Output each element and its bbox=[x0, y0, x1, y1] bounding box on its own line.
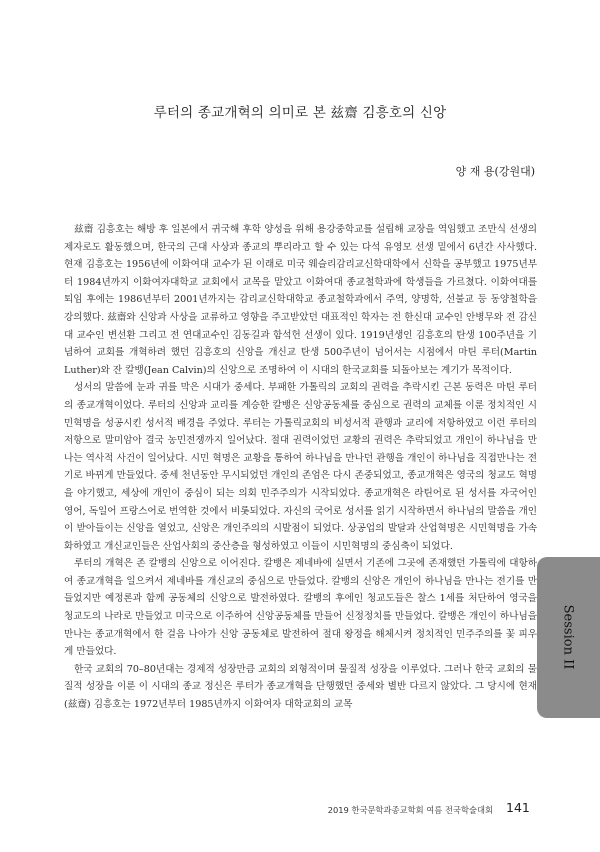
session-label: Session II bbox=[560, 604, 576, 670]
footer-conference: 2019 한국문학과종교학회 여름 전국학술대회 bbox=[327, 805, 493, 815]
paper-title: 루터의 종교개혁의 의미로 본 兹齋 김흥호의 신앙 bbox=[153, 105, 447, 121]
paragraph: 루터의 개혁은 존 칼뱅의 신앙으로 이어진다. 칼뱅은 제네바에 실면서 기존에 그곳에 존재했던 가톨릭에 대항하여 종교개혁을 일으켜서 제네바를 개신교의 중심으로 만들었다. 칼뱅의 신앙은 개인이 하나님을 만나는 전기를 만들었지만 예정론과 함께 공동체의 신앙으로 발전하였다. 칼뱅의 후에인 청교도들은 찰스 1세를 처단하여 영국을 청교도의 나라로 만들었고 미국으로 이주하여 신앙공동체를 만들어 신정정치를 만들었다. 칼뱅은 개인이 하나님을 만나는 종교개혁에서 한 걸음 나아가 신앙 공동체로 발전하여 절대 왕정을 해체시켜 정치적인 민주주의를 꽃 피우게 만들었다. bbox=[64, 558, 537, 658]
paragraph: 한국 교회의 70–80년대는 경제적 성장만큼 교회의 외형적이며 물질적 성장을 이루었다. 그러나 한국 교회의 물질적 성장을 이룬 이 시대의 종교 정신은 루터가 종교개혁을 단행했던 중세와 별반 다르지 않았다. 그 당시에 현재(兹齋) 김흥호는 1972년부터 1985년까지 이화여자 대학교회의 교목 bbox=[64, 663, 537, 711]
page-number: 141 bbox=[506, 800, 530, 815]
session-side-tab bbox=[537, 557, 600, 718]
paragraph: 성서의 말씀에 눈과 귀를 막은 시대가 중세다. 부패한 가톨릭의 교회의 권력을 추락시킨 근본 동력은 마틴 루터의 종교개혁이었다. 루터의 신앙과 교리를 계승한 칼뱅은 신앙공동체를 중심으로 권력의 교체를 이룬 정치적인 시민혁명을 성공시킨 성서적 배경을 주었다. 루터는 가톨릭교회의 비성서적 관행과 교리에 저항하였고 이런 루터의 저항으로 말미암아 결국 농민전쟁까지 일어났다. 절대 권력이었던 교황의 권력은 추락되었고 개인이 하나님을 만나는 역사적 사건이 일어났다. 시민 혁명은 교황을 통하여 하나님을 만나던 관행을 개인이 하나님을 직접만나는 전기로 바뀌게 만들었다. 중세 천년동안 무시되었던 개인의 존엄은 다시 존중되었고, 종교개혁은 영국의 청교도 혁명을 야기했고, 세상에 개인이 중심이 되는 의회 민주주의가 시작되었다. 종교개혁은 라틴어로 된 성서를 자국어인 영어, 독일어 프랑스어로 번역한 것에서 비롯되었다. 자신의 국어로 성서를 읽기 시작하면서 하나님의 말씀을 개인이 받아들이는 신앙을 열었고, 신앙은 개인주의의 시발점이 되었다. 상공업의 발달과 산업혁명은 시민혁명을 가속화하였고 개신교인들은 산업사회의 중산층을 형성하였고 이들이 시민혁명의 중심축이 되었다. bbox=[64, 382, 537, 552]
author-affiliation: 양 재 용(강원대) bbox=[455, 165, 535, 178]
paragraph: 兹齋 김흥호는 해방 후 일본에서 귀국해 후학 양성을 위해 용강중학교를 설립해 교장을 역임했고 조만식 선생의 제자로도 활동했으며, 한국의 근대 사상과 종교의 뿌리라고 할 수 있는 다석 유영모 선생 밑에서 6년간 사사했다. 현재 김흥호는 1956년에 이화여대 교수가 된 이래로 미국 웨슬리감리교신학대학에서 신학을 공부했고 1975년부터 1984년까지 이화여자대학교 교회에서 교목을 맡았고 이화여대 종교철학과에 학생들을 가르쳤다. 이화여대를 퇴임 후에는 1986년부터 2001년까지는 감리교신학대학교 종교철학과에서 주역, 양명학, 선불교 등 동양철학을 강의했다. 兹齋와 신앙과 사상을 교류하고 영향을 주고받았던 대표적인 학자는 전 한신대 교수인 안병무와 전 감신대 교수인 변선환 그리고 전 연대교수인 김동길과 함석헌 선생이 있다. 1919년생인 김흥호의 탄생 100주년을 기념하여 교회를 개혁하려 했던 김흥호의 신앙을 개신교 탄생 500주년이 넘어서는 시점에서 마틴 루터(Martin Luther)와 잔 칼뱅(Jean Calvin)의 신앙으로 조명하여 이 시대의 한국교회를 되돌아보는 계기가 목적이다. bbox=[64, 224, 537, 376]
body-text bbox=[64, 221, 537, 714]
